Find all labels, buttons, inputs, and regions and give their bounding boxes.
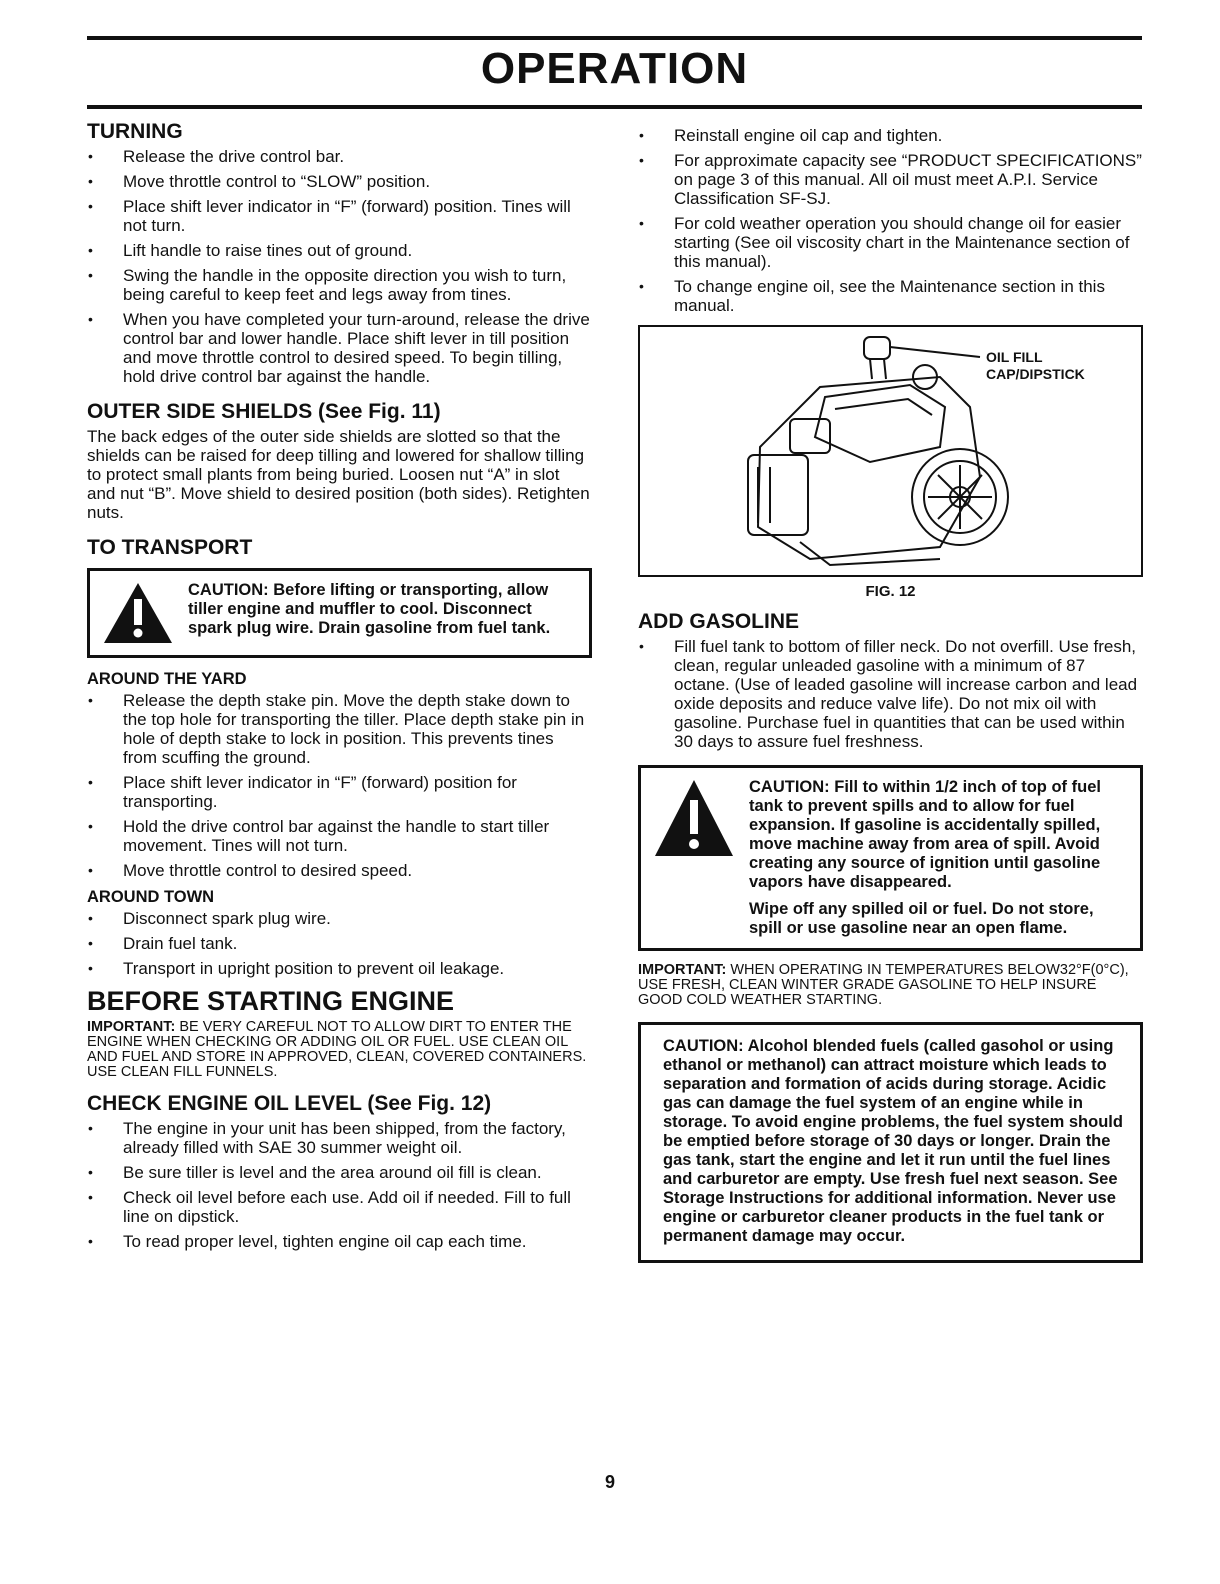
list-item: • Check oil level before each use. Add oil if needed. Fill to full line on dipstick.: [87, 1188, 592, 1226]
list-item: • Place shift lever indicator in “F” (forward) position. Tines will not turn.: [87, 197, 592, 235]
around-yard-heading: AROUND THE YARD: [87, 670, 247, 688]
list-item: • Move throttle control to “SLOW” position.: [87, 172, 592, 191]
outer-side-shields-heading: OUTER SIDE SHIELDS (See Fig. 11): [87, 400, 441, 423]
add-gasoline-list: [638, 637, 1143, 751]
alcohol-caution-box: [638, 1022, 1143, 1263]
check-oil-list: [87, 1119, 592, 1251]
important-text: WHEN OPERATING IN TEMPERATURES BELOW32°F(0°C), USE FRESH, CLEAN WINTER GRADE GASOLINE TO HELP INSURE GOOD COLD WEATHER STARTING.: [638, 962, 1129, 1008]
list-item: • Reinstall engine oil cap and tighten.: [638, 126, 1143, 145]
page-title: OPERATION: [480, 44, 749, 93]
to-transport-heading: TO TRANSPORT: [87, 536, 253, 559]
left-column: [87, 120, 592, 1259]
warning-icon: [653, 778, 735, 858]
figure-12: [638, 325, 1143, 577]
list-item: • The engine in your unit has been shipped, from the factory, already filled with SAE 30 summer weight oil.: [87, 1119, 592, 1157]
around-town-list: [87, 909, 592, 978]
list-item: • To read proper level, tighten engine oil cap each time.: [87, 1232, 592, 1251]
around-yard-list: [87, 691, 592, 880]
list-item: • When you have completed your turn-around, release the drive control bar and lower handle. Place shift lever in till position and move throttle control to desired speed. To begin tilling, hold drive control bar against the handle.: [87, 310, 592, 386]
important-label: IMPORTANT:: [87, 1019, 176, 1035]
before-starting-heading: BEFORE STARTING ENGINE: [87, 986, 455, 1016]
gasoline-caution-box: [638, 765, 1143, 951]
alcohol-caution-text: CAUTION: Alcohol blended fuels (called gasohol or using ethanol or methanol) can attract moisture which leads to separation and formation of acids during storage. Acidic gas can damage the fuel system of an engine while in storage. To avoid engine problems, the fuel system should be emptied before storage of 30 days or longer. Drain the gas tank, start the engine and let it run until the fuel lines and carburetor are empty. Use fresh fuel next season. See Storage Instructions for additional information. Never use engine or carburetor cleaner products in the fuel tank or permanent damage may occur.: [663, 1037, 1123, 1245]
before-starting-important: [87, 1020, 592, 1080]
check-oil-heading: CHECK ENGINE OIL LEVEL (See Fig. 12): [87, 1092, 492, 1115]
page-number: 9: [604, 1472, 615, 1492]
figure-caption: FIG. 12: [865, 583, 916, 600]
transport-caution-box: [87, 568, 592, 658]
figure-label: OIL FILL CAP/DIPSTICK: [986, 349, 1085, 382]
list-item: • Be sure tiller is level and the area around oil fill is clean.: [87, 1163, 592, 1182]
gasoline-caution-p2: Wipe off any spilled oil or fuel. Do not store, spill or use gasoline near an open flame.: [749, 900, 1094, 937]
turning-heading: TURNING: [87, 120, 183, 143]
list-item: • To change engine oil, see the Maintenance section in this manual.: [638, 277, 1143, 315]
list-item: • Fill fuel tank to bottom of filler neck. Do not overfill. Use fresh, clean, regular unleaded gasoline with a minimum of 87 octane. (Use of leaded gasoline will increase carbon and lead oxide deposits and reduce valve life). Do not mix oil with gasoline. Purchase fuel in quantities that can be used within 30 days to assure fuel freshness.: [638, 637, 1143, 751]
list-item: • For cold weather operation you should change oil for easier starting (See oil viscosity chart in the Maintenance section of this manual).: [638, 214, 1143, 271]
top-rule: [87, 36, 1142, 40]
add-gasoline-heading: ADD GASOLINE: [638, 610, 800, 633]
gasoline-caution-p1: CAUTION: Fill to within 1/2 inch of top of fuel tank to prevent spills and to allow for fuel expansion. If gasoline is accidentally spilled, move machine away from area of spill. Avoid creating any source of ignition until gasoline vapors have disappeared.: [749, 778, 1101, 891]
right-column: [638, 120, 1143, 1263]
list-item: • Transport in upright position to prevent oil leakage.: [87, 959, 592, 978]
important-text: BE VERY CAREFUL NOT TO ALLOW DIRT TO ENTER THE ENGINE WHEN CHECKING OR ADDING OIL OR FUEL. USE CLEAN OIL AND FUEL AND STORE IN APPROVED, CLEAN, COVERED CONTAINERS. USE CLEAN FILL FUNNELS.: [87, 1019, 587, 1080]
around-town-heading: AROUND TOWN: [87, 888, 215, 906]
list-item: • For approximate capacity see “PRODUCT SPECIFICATIONS” on page 3 of this manual. All oil must meet A.P.I. Service Classification SF-SJ.: [638, 151, 1143, 208]
title-rule: [87, 105, 1142, 109]
list-item: • Disconnect spark plug wire.: [87, 909, 592, 928]
list-item: • Release the depth stake pin. Move the depth stake down to the top hole for transporting the tiller. Place depth stake pin in hole of depth stake to lock in position. This prevents tines from scuffing the ground.: [87, 691, 592, 767]
list-item: • Release the drive control bar.: [87, 147, 592, 166]
gasoline-caution-text: [749, 778, 1128, 938]
turning-list: [87, 147, 592, 386]
list-item: • Move throttle control to desired speed.: [87, 861, 592, 880]
list-item: • Lift handle to raise tines out of ground.: [87, 241, 592, 260]
transport-caution-text: CAUTION: Before lifting or transporting, allow tiller engine and muffler to cool. Disconnect spark plug wire. Drain gasoline from fuel tank.: [188, 581, 551, 637]
warning-icon: [102, 581, 174, 645]
list-item: • Drain fuel tank.: [87, 934, 592, 953]
gasoline-important: [638, 963, 1143, 1008]
list-item: • Place shift lever indicator in “F” (forward) position for transporting.: [87, 773, 592, 811]
important-label: IMPORTANT:: [638, 962, 727, 978]
list-item: • Swing the handle in the opposite direction you wish to turn, being careful to keep feet and legs away from tines.: [87, 266, 592, 304]
list-item: • Hold the drive control bar against the handle to start tiller movement. Tines will not turn.: [87, 817, 592, 855]
outer-side-shields-text: The back edges of the outer side shields are slotted so that the shields can be raised for deep tilling and lowered for shallow tilling to protect small plants from being buried. Loosen nut “A” in slot and nut “B”. Move shield to desired position (both sides). Retighten nuts.: [87, 427, 590, 522]
oil-list: [638, 126, 1143, 315]
